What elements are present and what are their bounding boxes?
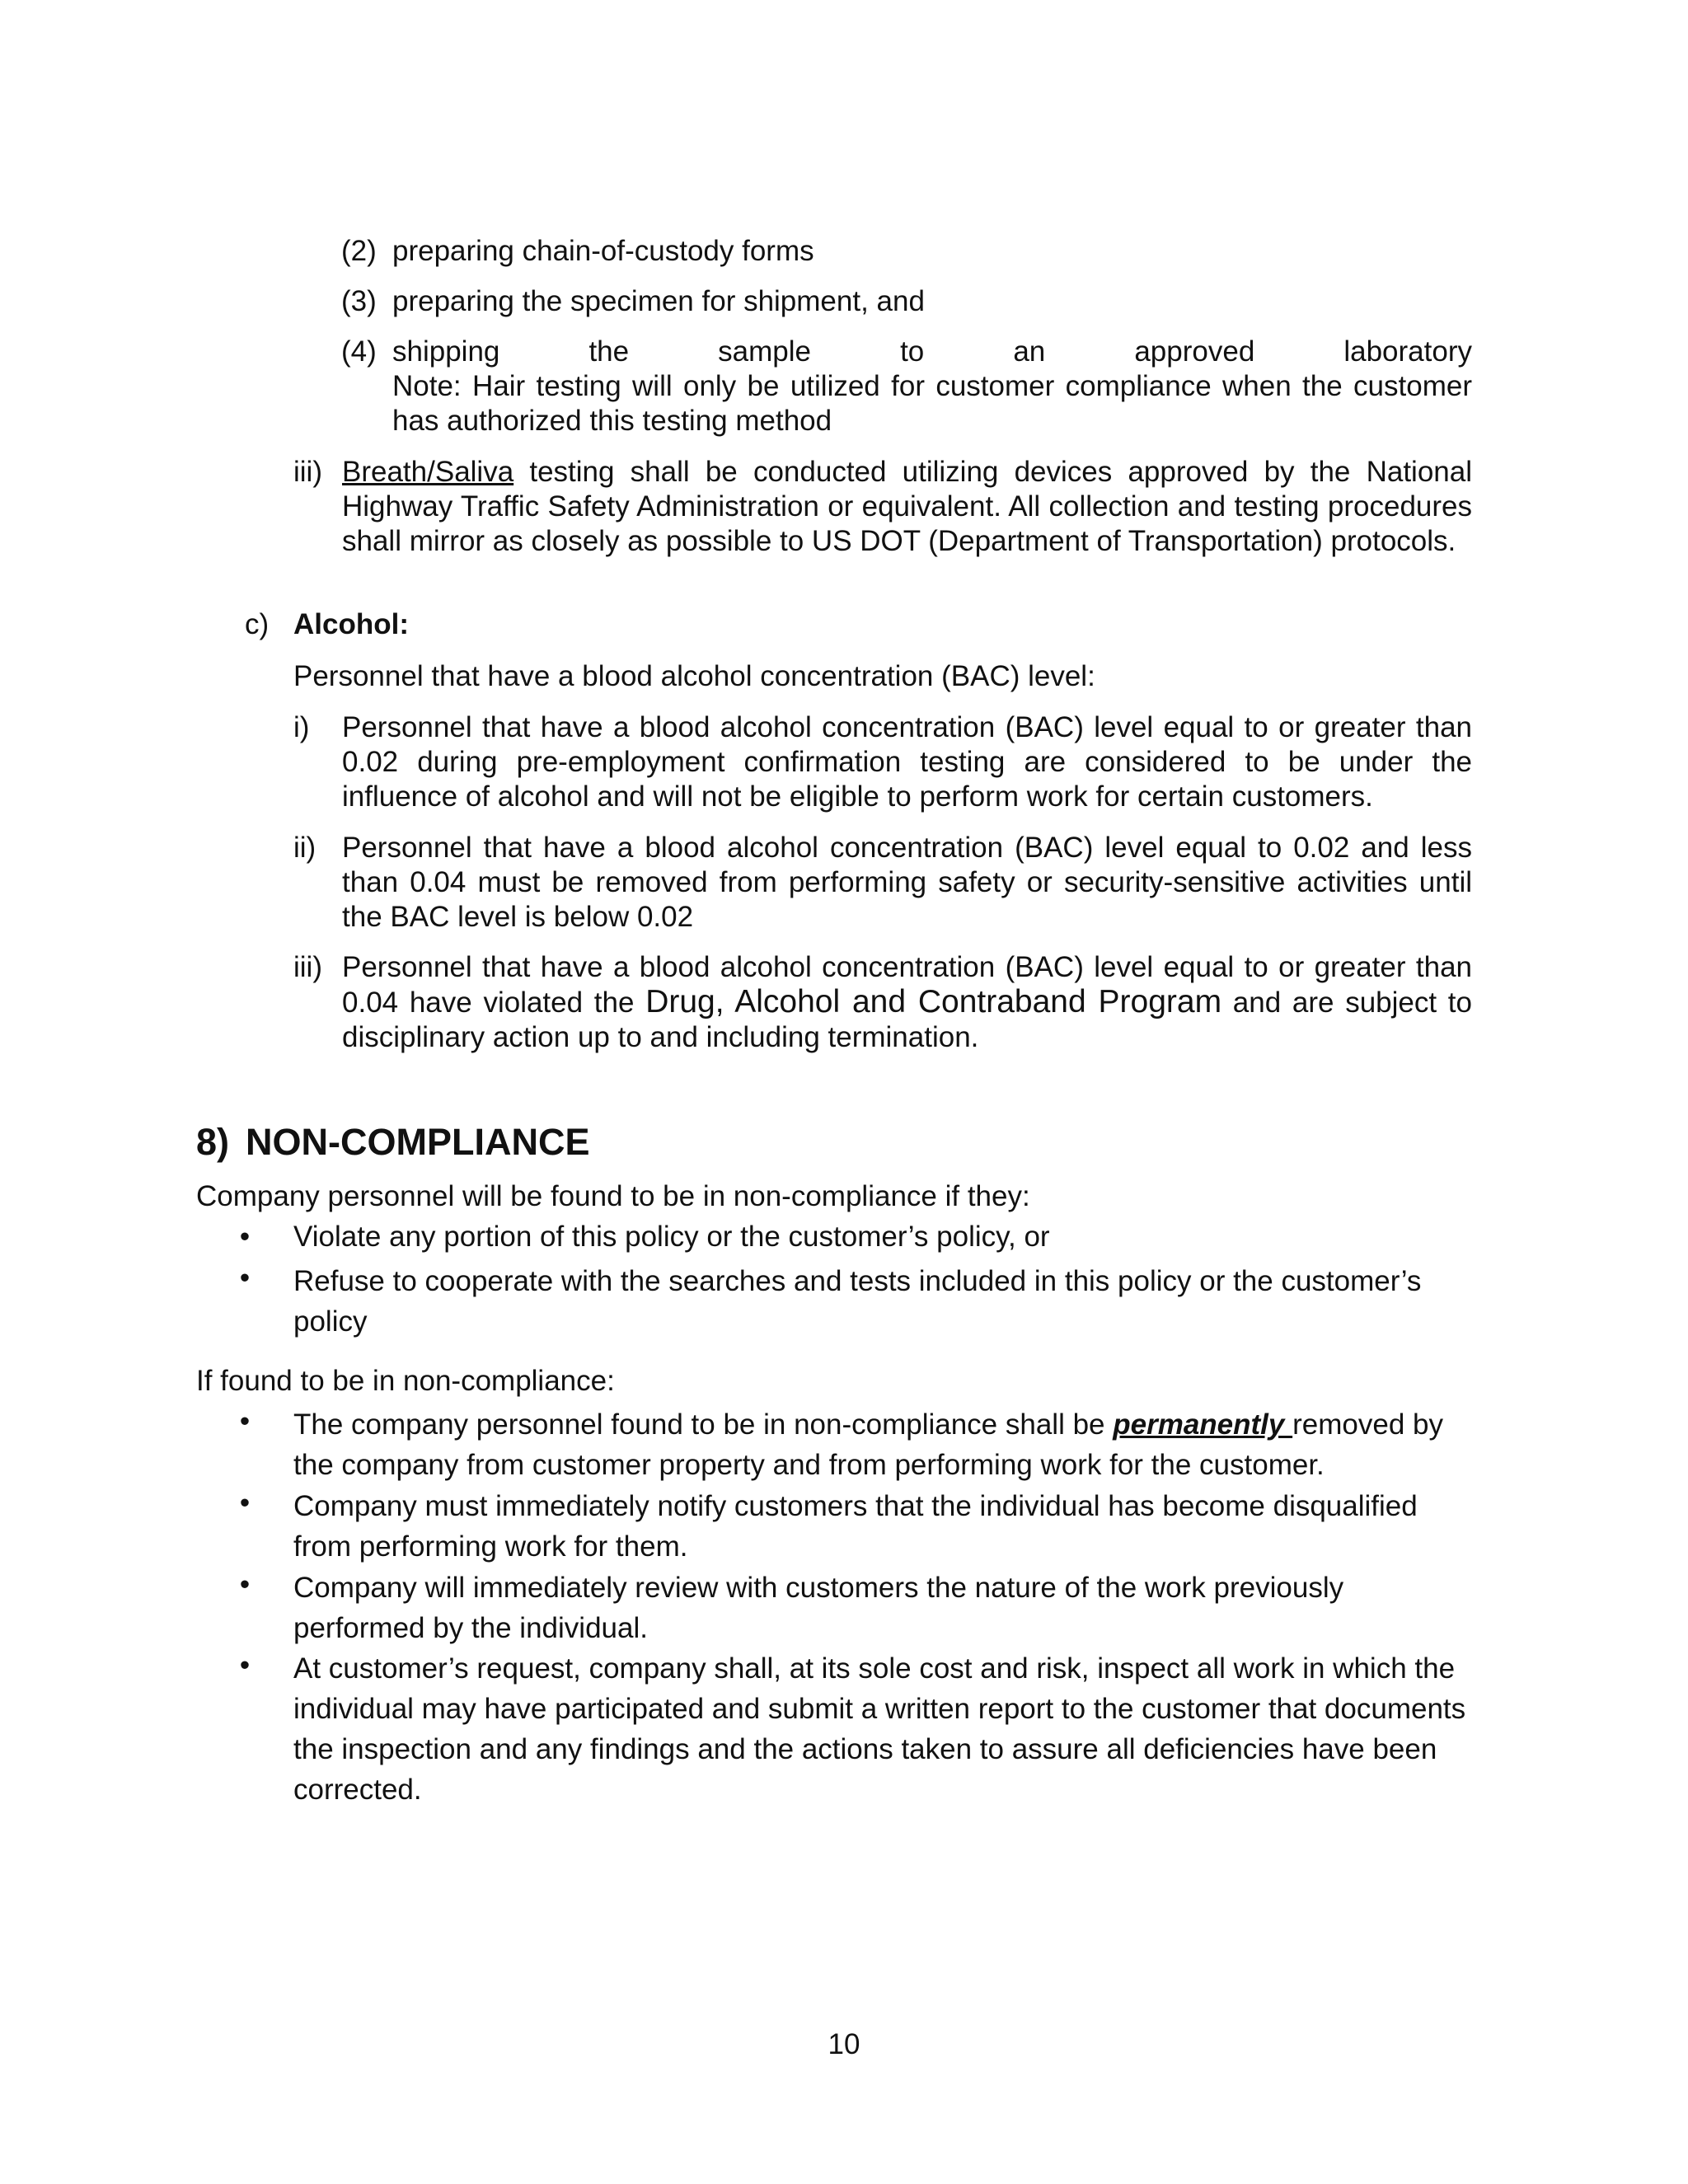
list-item <box>196 1404 1474 1485</box>
item-text: testing shall be conducted utilizing devices approved by the National Highway Traffic Safety Administration or equivalent. All collection and testing procedures shall mirror as closely as possible to US DOT (Department of Transportation) protocols. <box>342 456 1472 557</box>
item-text: shipping the sample to an approved laboratory <box>392 335 1472 368</box>
item-body <box>392 335 1472 438</box>
list-item <box>196 1648 1474 1810</box>
item-text: preparing the specimen for shipment, and <box>392 285 925 317</box>
list-item-text: At customer’s request, company shall, at its sole cost and risk, inspect all work in which the individual may have participated and submit a written report to the customer that documents the inspection and any findings and the actions taken to assure all deficiencies have been corrected. <box>293 1652 1466 1806</box>
list-item-body <box>293 1404 1474 1485</box>
section-heading <box>196 1119 589 1165</box>
breath-saliva-term: Breath/Saliva <box>342 456 514 488</box>
item-note: Note: Hair testing will only be utilized for customer compliance when the customer has authorized this testing method <box>392 370 1472 437</box>
item-body <box>342 950 1472 1055</box>
list-item-text: removed by the company from customer property and from performing work for the customer. <box>293 1408 1443 1481</box>
alcohol-title: Alcohol: <box>293 608 409 640</box>
numbered-item <box>341 234 1472 269</box>
page-number: 10 <box>828 2028 860 2060</box>
list-item-text: Violate any portion of this policy or the customer’s policy, or <box>293 1221 1050 1253</box>
list-item <box>196 1568 1474 1648</box>
list-item-text: Company will immediately review with customers the nature of the work previously performed by the individual. <box>293 1572 1344 1644</box>
bullet-icon: • <box>239 1649 251 1681</box>
numbered-item <box>341 284 1472 319</box>
bullet-icon: • <box>239 1568 251 1601</box>
item-marker: c) <box>245 608 270 640</box>
list-item <box>196 1486 1474 1567</box>
item-text: preparing chain-of-custody forms <box>392 235 814 267</box>
section-title: NON-COMPLIANCE <box>246 1121 590 1163</box>
bullet-icon: • <box>239 1221 251 1253</box>
section-number: 8) <box>196 1121 230 1163</box>
list-item-text: Refuse to cooperate with the searches and tests included in this policy or the customer’s policy <box>293 1265 1422 1338</box>
item-marker: (3) <box>341 285 377 317</box>
alcohol-heading <box>245 607 1472 642</box>
bullet-icon: • <box>239 1262 251 1294</box>
list-item-text: Company must immediately notify customers that the individual has become disqualified from performing work for them. <box>293 1490 1418 1563</box>
alcohol-intro: Personnel that have a blood alcohol concentration (BAC) level: <box>293 660 1095 692</box>
item-text: Personnel that have a blood alcohol concentration (BAC) level equal to or greater than 0.04 have violated the <box>342 951 1472 1019</box>
item-body <box>342 455 1472 559</box>
item-marker: i) <box>293 711 310 743</box>
emphasis-text: permanently <box>1113 1408 1293 1441</box>
item-text: and are subject to disciplinary action up to and including termination. <box>342 987 1472 1053</box>
section-intro: Company personnel will be found to be in non-compliance if they: <box>196 1180 1030 1212</box>
item-marker: ii) <box>293 832 316 864</box>
numbered-item <box>341 335 1472 438</box>
item-text: Personnel that have a blood alcohol concentration (BAC) level equal to 0.02 and less than 0.04 must be removed from performing safety or security-sensitive activities until the BAC level is below 0.02 <box>342 832 1472 933</box>
found-intro: If found to be in non-compliance: <box>196 1365 615 1397</box>
item-marker: (2) <box>341 235 377 267</box>
list-item <box>196 1261 1474 1342</box>
item-text: Personnel that have a blood alcohol concentration (BAC) level equal to or greater than 0.02 during pre-employment confirmation testing are considered to be under the influence of alcohol and will not be eligible to perform work for certain customers. <box>342 711 1472 813</box>
bullet-icon: • <box>239 1405 251 1437</box>
alcohol-item <box>293 950 1472 1055</box>
alcohol-item <box>293 710 1472 814</box>
alcohol-item <box>293 831 1472 935</box>
item-marker: iii) <box>293 456 322 488</box>
program-name: Drug, Alcohol and Contraband Program <box>645 984 1222 1019</box>
item-marker: (4) <box>341 335 377 368</box>
list-item <box>196 1220 1474 1254</box>
item-marker: iii) <box>293 951 322 983</box>
bullet-icon: • <box>239 1487 251 1519</box>
breath-saliva-item <box>293 455 1472 559</box>
list-item-text: The company personnel found to be in non-compliance shall be <box>293 1408 1114 1441</box>
